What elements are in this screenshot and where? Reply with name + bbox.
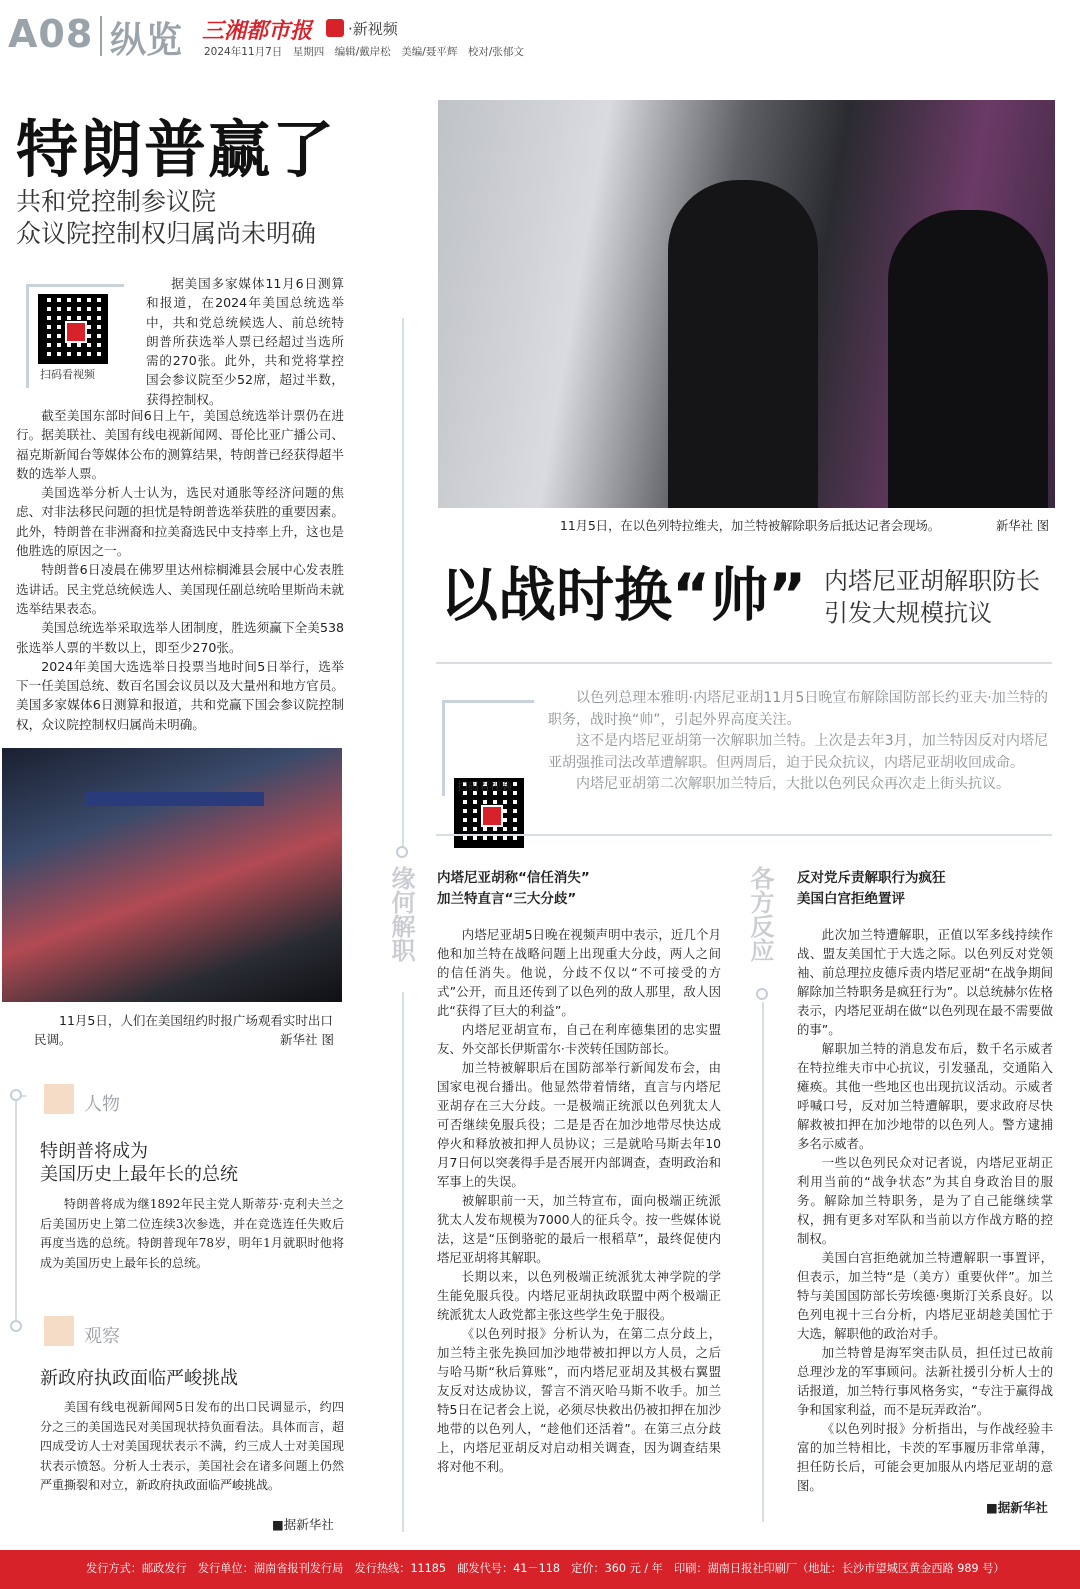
sidebar-node bbox=[10, 1320, 22, 1332]
israel-qr-label: 扫码看视频 bbox=[457, 780, 512, 793]
photo-person-1 bbox=[668, 180, 818, 508]
middle-connector bbox=[762, 1002, 764, 1522]
times-square-photo bbox=[2, 748, 342, 1002]
col1-title-1: 内塔尼亚胡称“信任消失” bbox=[437, 870, 590, 886]
video-brand: ·新视频 bbox=[348, 20, 398, 38]
lead-subtitle-1: 共和党控制参议院 bbox=[16, 187, 217, 216]
col2-paragraph: 美国白宫拒绝就加兰特遭解职一事置评，但表示，加兰特“是（美方）重要伙伴”。加兰特与美国国防部长劳埃德·奥斯汀关系良好。以色列电视十三台分析，内塔尼亚胡趁美国忙于大选，解职他的政治对手。 bbox=[797, 1250, 1053, 1341]
lead-intro: 据美国多家媒体11月6日测算和报道，在2024年美国总统选举中，共和党总统候选人、前总统特朗普所获选举人票已经超过当选所需的270张。此外，共和党将掌控国会参议院至少52席，超过半数，获得控制权。 bbox=[146, 276, 344, 407]
paper-logo: 三湘都市报 bbox=[202, 19, 313, 44]
guancha-tag: 观察 bbox=[84, 1326, 120, 1347]
col2-title-1: 反对党斥责解职行为疯狂 bbox=[797, 870, 946, 886]
israel-subtitle-2: 引发大规模抗议 bbox=[824, 599, 992, 627]
lead-paragraph: 特朗普6日凌晨在佛罗里达州棕榈滩县会展中心发表胜选讲话。民主党总统候选人、美国现任副总统哈里斯尚未就选举结果表态。 bbox=[16, 562, 344, 616]
video-logo-icon bbox=[326, 19, 344, 37]
masthead-meta: 2024年11月7日 星期四 编辑/戴岸松 美编/聂平辉 校对/张郁文 bbox=[204, 46, 524, 58]
col2-paragraph: 加兰特曾是海军突击队员，担任过已故前总理沙龙的军事顾问。法新社援引分析人士的话报道，加兰特行事风格务实，“专注于赢得战争和国家利益，而不是玩弄政治”。 bbox=[797, 1345, 1053, 1417]
israel-intro-paragraph: 内塔尼亚胡第二次解职加兰特后，大批以色列民众再次走上街头抗议。 bbox=[576, 776, 1010, 792]
why-label: 缘何解职 bbox=[387, 866, 415, 962]
connector-node bbox=[756, 988, 768, 1000]
footer-text: 发行方式：邮政发行 发行单位：湖南省报刊发行局 发行热线：11185 邮发代号：41－118 定价：360 元 / 年 印刷：湖南日报社印刷厂（地址：长沙市望城区黄金西路 989 号） bbox=[86, 1562, 1005, 1575]
renwu-title-2: 美国历史上最年长的总统 bbox=[40, 1164, 238, 1185]
col1-paragraph: 《以色列时报》分析认为，在第二点分歧上，加兰特主张先换回加沙地带被扣押以方人员，之后与哈马斯“秋后算账”，而内塔尼亚胡及其极右翼盟友反对达成协议，誓言不消灭哈马斯不收手。加兰特5日在记者会上说，必须尽快救出仍被扣押在加沙地带的以色列人，“趁他们还活着”。在第三点分歧上，内塔尼亚胡反对启动相关调查，因为调查结果将对他不利。 bbox=[437, 1326, 721, 1474]
gallant-caption: 11月5日，在以色列特拉维夫，加兰特被解除职务后抵达记者会现场。 bbox=[560, 519, 941, 533]
col2-paragraph: 解职加兰特的消息发布后，数千名示威者在特拉维夫市中心抗议，引发骚乱，交通陷入瘫痪。其他一些地区也出现抗议活动。示威者呼喊口号，反对加兰特遭解职，要求政府尽快解救被扣押在加沙地带的以色列人。警方逮捕多名示威者。 bbox=[797, 1041, 1053, 1151]
lead-subtitle-2: 众议院控制权归属尚未明确 bbox=[16, 219, 317, 248]
israel-rule-bottom bbox=[436, 834, 1052, 836]
guancha-tag-icon bbox=[44, 1316, 74, 1346]
times-square-credit: 新华社 图 bbox=[280, 1032, 334, 1047]
gallant-credit: 新华社 图 bbox=[996, 519, 1050, 533]
renwu-tag-icon bbox=[44, 1084, 74, 1114]
times-square-caption: 11月5日，人们在美国纽约时报广场观看实时出口民调。 bbox=[34, 1013, 333, 1047]
guancha-title: 新政府执政面临严峻挑战 bbox=[40, 1368, 238, 1389]
masthead bbox=[0, 0, 1080, 66]
photo-screen-banner bbox=[86, 792, 264, 806]
photo-person-2 bbox=[888, 210, 1048, 508]
col2-paragraph: 《以色列时报》分析指出，与作战经验丰富的加兰特相比，卡茨的军事履历非常单薄，担任防长后，可能会更加服从内塔尼亚胡的意图。 bbox=[797, 1421, 1053, 1493]
lead-paragraph: 2024年美国大选选举日投票当地时间5日举行，选举下一任美国总统、数百名国会议员以及大量州和地方官员。美国多家媒体6日测算和报道，共和党赢下国会参议院控制权，众议院控制权归属尚未明确。 bbox=[16, 658, 344, 732]
lead-qr-code[interactable] bbox=[38, 294, 108, 364]
col2-title-2: 美国白宫拒绝置评 bbox=[797, 891, 905, 907]
israel-headline: 以战时换“帅” bbox=[440, 561, 807, 629]
israel-intro-paragraph: 以色列总理本雅明·内塔尼亚胡11月5日晚宣布解除国防部长约亚夫·加兰特的职务，战时换“帅”，引起外界高度关注。 bbox=[548, 690, 1048, 728]
masthead-divider bbox=[100, 16, 102, 56]
col1-title-2: 加兰特直言“三大分歧” bbox=[437, 891, 577, 907]
col2-paragraph: 此次加兰特遭解职，正值以军多线持续作战、盟友美国忙于大选之际。以色列反对党领袖、前总理拉皮德斥责内塔尼亚胡“在战争期间解除加兰特职务是疯狂行为”。以总统赫尔佐格表示，内塔尼亚胡在做“以色列现在最不需要做的事”。 bbox=[797, 927, 1053, 1037]
renwu-title-1: 特朗普将成为 bbox=[40, 1141, 148, 1162]
section-name: 纵览 bbox=[110, 20, 183, 61]
col1-paragraph: 长期以来，以色列极端正统派犹太神学院的学生能免服兵役。内塔尼亚胡执政联盟中两个极端正统派犹太人政党都主张这些学生免于服役。 bbox=[437, 1269, 721, 1322]
israel-subtitle-1: 内塔尼亚胡解职防长 bbox=[824, 567, 1040, 595]
renwu-tag: 人物 bbox=[84, 1094, 120, 1115]
sidebar-node bbox=[10, 1089, 22, 1101]
israel-intro bbox=[548, 688, 1048, 796]
lead-body bbox=[16, 406, 344, 734]
col2-body bbox=[797, 925, 1053, 1495]
col2-paragraph: 一些以色列民众对记者说，内塔尼亚胡正利用当前的“战争状态”为其自身政治目的服务。解除加兰特职务，是为了自己能继续掌权，拥有更多对军队和当前以方作战方略的控制权。 bbox=[797, 1155, 1053, 1246]
gallant-photo bbox=[438, 100, 1055, 508]
renwu-text: 特朗普将成为继1892年民主党人斯蒂芬·克利夫兰之后美国历史上第二位连续3次参选，并在竞选连任失败后再度当选的总统。特朗普现年78岁，明年1月就职时他将成为美国历史上最年长的总统。 bbox=[40, 1197, 344, 1270]
israel-rule-top bbox=[436, 662, 1052, 664]
lead-qr-label: 扫码看视频 bbox=[40, 368, 95, 381]
page-number: A08 bbox=[8, 12, 94, 56]
react-label: 各方反应 bbox=[746, 866, 774, 962]
connector-node bbox=[396, 846, 408, 858]
col1-paragraph: 内塔尼亚胡5日晚在视频声明中表示，近几个月他和加兰特在战略问题上出现重大分歧，两人之间的信任消失。他说，分歧不仅以“不可接受的方式”公开，而且还传到了以色列的敌人那里，敌人因此“获得了巨大的利益”。 bbox=[437, 927, 721, 1018]
footer-bar bbox=[0, 1550, 1080, 1589]
sidebar-source: ■据新华社 bbox=[272, 1517, 334, 1532]
israel-source: ■据新华社 bbox=[982, 1498, 1048, 1516]
guancha-text: 美国有线电视新闻网5日发布的出口民调显示，约四分之三的美国选民对美国现状持负面看法。具体而言，超四成受访人士对美国现状表示不满，约三成人士对美国现状表示愤怒。分析人士表示，美国社会在诸多问题上仍然严重撕裂和对立，新政府执政面临严峻挑战。 bbox=[40, 1400, 344, 1492]
lead-paragraph: 截至美国东部时间6日上午，美国总统选举计票仍在进行。据美联社、美国有线电视新闻网、哥伦比亚广播公司、福克斯新闻台等媒体公布的测算结果，特朗普已经获得超半数的选举人票。 bbox=[16, 408, 344, 481]
lead-paragraph: 美国选举分析人士认为，选民对通胀等经济问题的焦虑、对非法移民问题的担忧是特朗普选举获胜的重要因素。此外，特朗普在非洲裔和拉美裔选民中支持率上升，这也是他胜选的原因之一。 bbox=[16, 485, 344, 559]
col1-paragraph: 被解职前一天，加兰特宣布，面向极端正统派犹太人发布规模为7000人的征兵令。按一些媒体说法，这是“压倒骆驼的最后一根稻草”，最终促使内塔尼亚胡将其解职。 bbox=[437, 1193, 721, 1265]
lead-headline: 特朗普赢了 bbox=[16, 113, 337, 186]
sidebar-vertical-rule bbox=[15, 1101, 17, 1321]
col1-paragraph: 加兰特被解职后在国防部举行新闻发布会，由国家电视台播出。他显然带着情绪，直言与内塔尼亚胡存在三大分歧。一是极端正统派以色列犹太人可否继续免服兵役；二是是否在加沙地带尽快达成停火和释放被扣押人员协议；三是就哈马斯去年10月7日何以突袭得手是否展开内部调查，查明政治和军事上的失误。 bbox=[437, 1060, 721, 1189]
left-connector-lower bbox=[402, 992, 404, 1532]
col1-body bbox=[437, 925, 721, 1476]
lead-paragraph: 美国总统选举采取选举人团制度，胜选须赢下全美538张选举人票的半数以上，即至少270张。 bbox=[16, 620, 344, 655]
col1-paragraph: 内塔尼亚胡宣布，自己在利库德集团的忠实盟友、外交部长伊斯雷尔·卡茨转任国防部长。 bbox=[437, 1022, 721, 1056]
israel-intro-paragraph: 这不是内塔尼亚胡第一次解职加兰特。上次是去年3月，加兰特因反对内塔尼亚胡强推司法改革遭解职。但两周后，迫于民众抗议，内塔尼亚胡收回成命。 bbox=[548, 733, 1048, 771]
left-connector bbox=[402, 318, 404, 848]
